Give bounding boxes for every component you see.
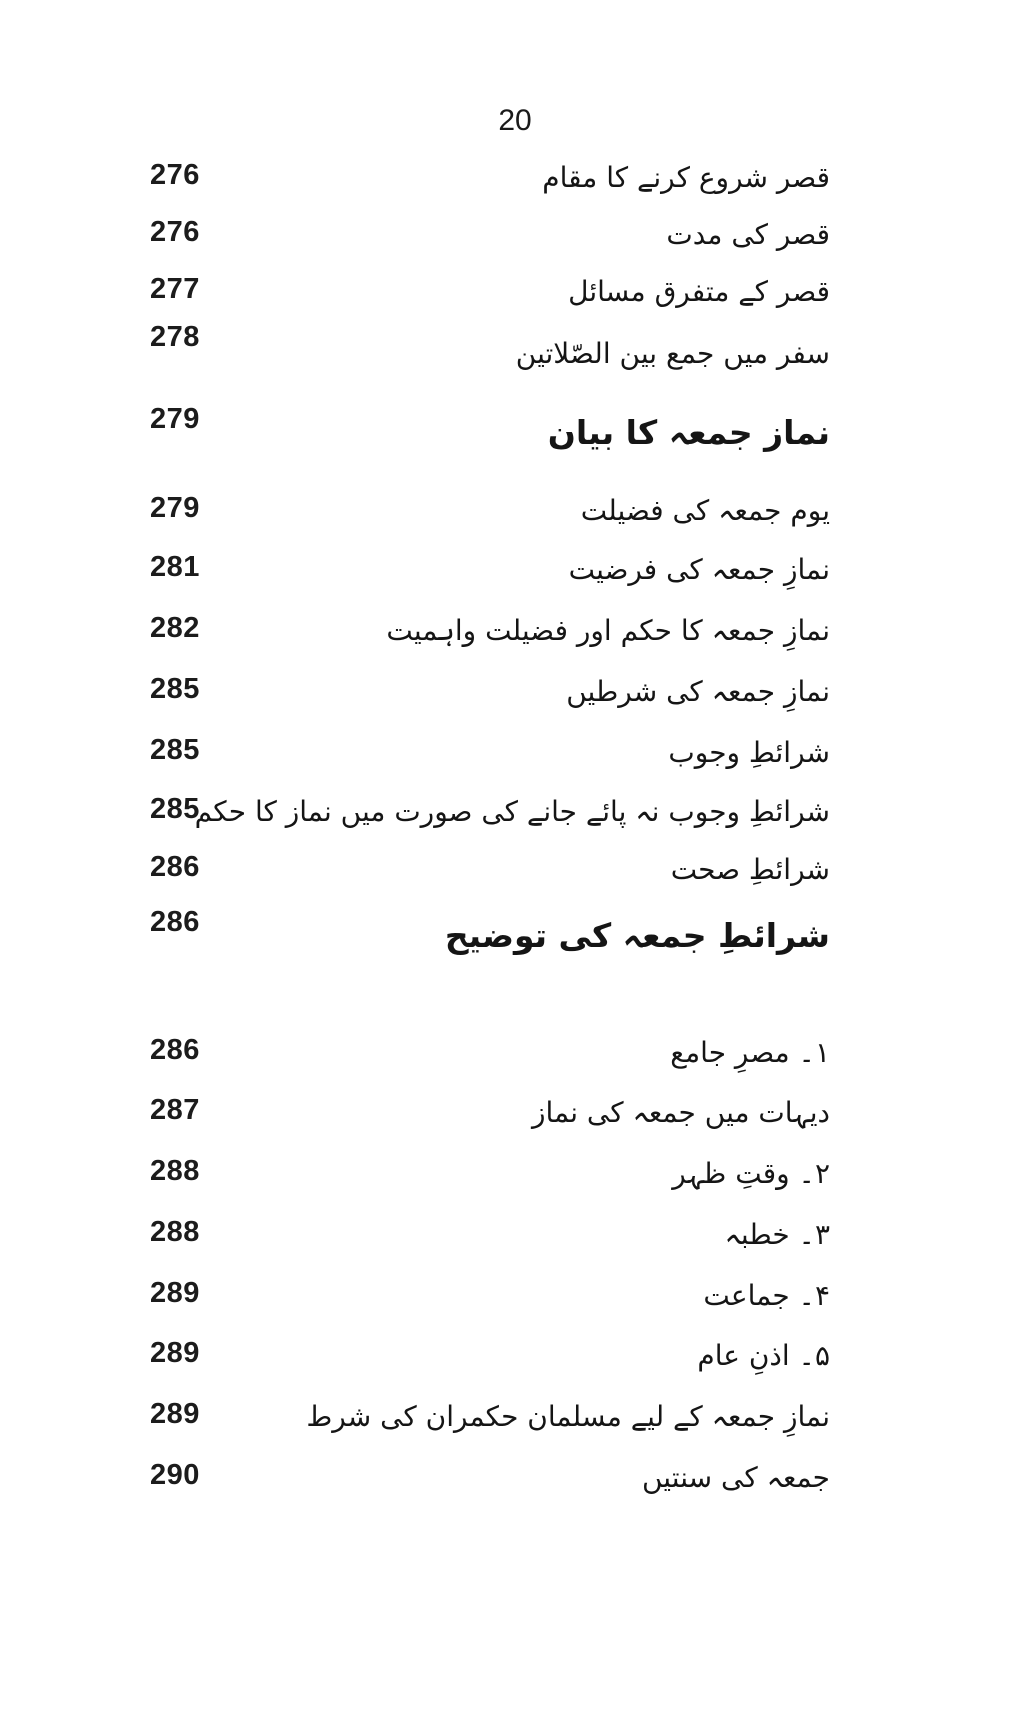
toc-entry-page: 279 xyxy=(150,492,200,524)
toc-entry xyxy=(130,258,830,314)
toc-entry-title: شرائطِ وجوب نہ پائے جانے کی صورت میں نماز کا حکم xyxy=(194,795,830,828)
toc-entry xyxy=(130,536,830,592)
toc-entry xyxy=(130,905,830,961)
toc-entry xyxy=(130,1140,830,1196)
toc-entry xyxy=(130,1262,830,1318)
page-number: 20 xyxy=(498,104,532,137)
toc-entry-page: 279 xyxy=(150,403,200,435)
toc-entry-page: 285 xyxy=(150,673,200,705)
toc-entry xyxy=(130,1019,830,1075)
toc-entry xyxy=(130,836,830,892)
toc-entry xyxy=(130,1383,830,1439)
toc-entry xyxy=(130,658,830,714)
toc-entry-page: 286 xyxy=(150,906,200,938)
toc-entry-title: نمازِ جمعہ کی فرضیت xyxy=(568,553,830,586)
toc-entry-page: 286 xyxy=(150,1034,200,1066)
toc-entry-title: ۵۔ اذنِ عام xyxy=(697,1339,830,1372)
toc-entry xyxy=(130,144,830,200)
toc-entry xyxy=(130,1444,830,1500)
toc-entry xyxy=(130,597,830,653)
toc-entry xyxy=(130,320,830,376)
toc-entry-title: ۴۔ جماعت xyxy=(703,1279,830,1312)
toc-entry-page: 290 xyxy=(150,1459,200,1491)
toc-entry-title: شرائطِ صحت xyxy=(670,853,830,886)
toc-entry xyxy=(130,477,830,533)
toc-entry-title: شرائطِ جمعہ کی توضیح xyxy=(444,916,830,955)
toc-entry-page: 282 xyxy=(150,612,200,644)
toc-entry xyxy=(130,1201,830,1257)
toc-entry-page: 288 xyxy=(150,1216,200,1248)
toc-entry xyxy=(130,201,830,257)
toc-entry-title: ۳۔ خطبہ xyxy=(724,1218,830,1251)
toc-entry-title: نمازِ جمعہ کا حکم اور فضیلت واہمیت xyxy=(386,614,830,647)
toc-entry-title: نمازِ جمعہ کی شرطیں xyxy=(566,675,830,708)
toc-entry-title: ۱۔ مصرِ جامع xyxy=(670,1036,830,1069)
toc-entry-title: یوم جمعہ کی فضیلت xyxy=(580,494,830,527)
toc-entry-title: قصر شروع کرنے کا مقام xyxy=(542,161,830,194)
toc-entry-page: 285 xyxy=(150,793,200,825)
toc-entry xyxy=(130,402,830,458)
toc-entry-title: شرائطِ وجوب xyxy=(668,736,830,769)
toc-entry xyxy=(130,1322,830,1378)
toc-entry-title: قصر کے متفرق مسائل xyxy=(568,275,830,308)
toc-entry xyxy=(130,778,830,834)
toc-entry xyxy=(130,1079,830,1135)
toc-entry-page: 288 xyxy=(150,1155,200,1187)
toc-entry-page: 287 xyxy=(150,1094,200,1126)
toc-entry-page: 286 xyxy=(150,851,200,883)
toc-entry-page: 289 xyxy=(150,1277,200,1309)
toc-entry-page: 281 xyxy=(150,551,200,583)
toc-entry-title: سفر میں جمع بین الصّلاتین xyxy=(515,337,830,370)
toc-entry-title: نماز جمعہ کا بیان xyxy=(547,413,830,452)
toc-entry-page: 289 xyxy=(150,1398,200,1430)
toc-entry-title: قصر کی مدت xyxy=(666,218,830,251)
toc-entry-page: 278 xyxy=(150,321,200,353)
toc-entry-title: دیہات میں جمعہ کی نماز xyxy=(531,1096,830,1129)
toc-entry-page: 277 xyxy=(150,273,200,305)
toc-entry-page: 276 xyxy=(150,159,200,191)
toc-entry-page: 289 xyxy=(150,1337,200,1369)
toc-entry-page: 285 xyxy=(150,734,200,766)
toc-entry-title: نمازِ جمعہ کے لیے مسلمان حکمران کی شرط xyxy=(306,1400,830,1433)
toc-entry xyxy=(130,719,830,775)
toc-entry-title: جمعہ کی سنتیں xyxy=(641,1461,830,1494)
toc-entry-page: 276 xyxy=(150,216,200,248)
toc-entry-title: ۲۔ وقتِ ظہر xyxy=(672,1157,830,1190)
